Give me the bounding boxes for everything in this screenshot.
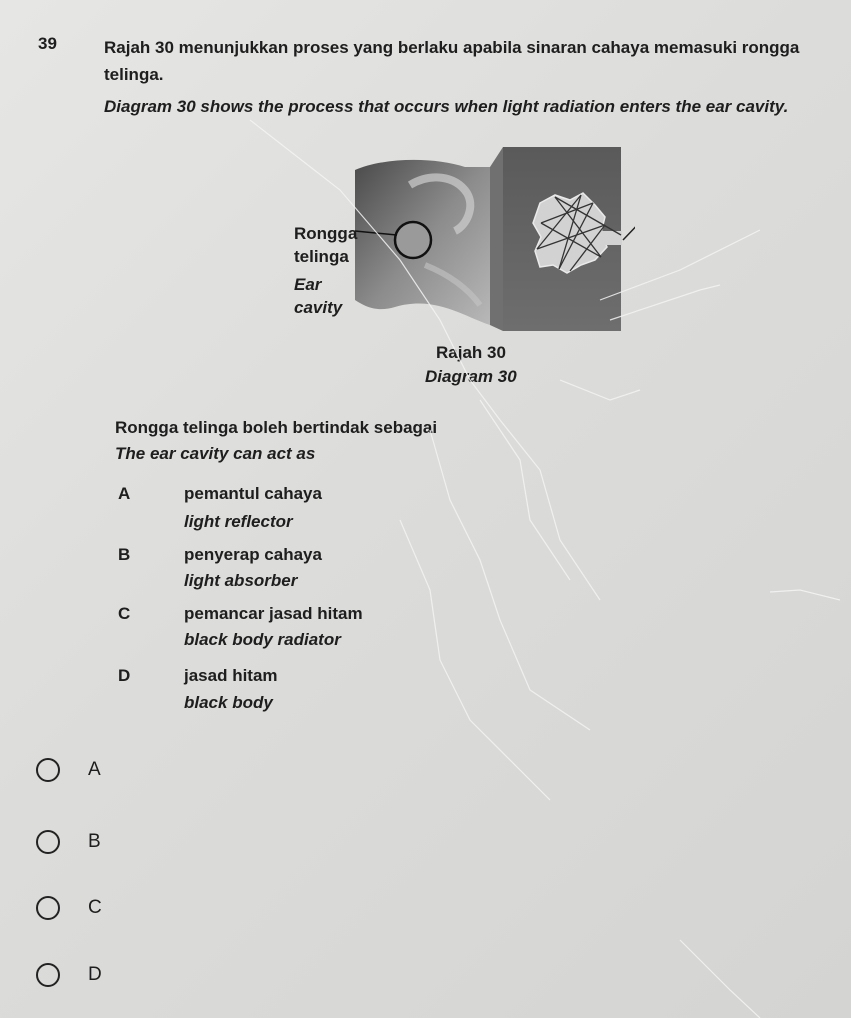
figure-caption-malay: Rajah 30 bbox=[436, 343, 506, 362]
answer-choice-d[interactable] bbox=[36, 963, 102, 987]
answer-choice-c[interactable] bbox=[36, 896, 102, 920]
answer-choice-a-label: A bbox=[88, 759, 101, 780]
cavity-circle bbox=[395, 222, 431, 258]
question-number: 39 bbox=[38, 34, 57, 53]
prompt-english: The ear cavity can act as bbox=[115, 444, 316, 463]
option-a-letter: A bbox=[118, 484, 131, 503]
question-stem-english: Diagram 30 shows the process that occurs when light radiation enters the ear cavity. bbox=[104, 97, 789, 116]
option-c-letter: C bbox=[118, 604, 131, 623]
ear-cavity-diagram bbox=[355, 145, 635, 335]
radio-b-icon[interactable] bbox=[36, 830, 60, 854]
answer-choice-b[interactable] bbox=[36, 830, 101, 854]
question-stem-malay: Rajah 30 menunjukkan proses yang berlaku apabila sinaran cahaya memasuki rongga telinga. bbox=[104, 38, 800, 84]
figure-label-english: Ear cavity bbox=[294, 275, 343, 317]
radio-d-icon[interactable] bbox=[36, 963, 60, 987]
option-d-letter: D bbox=[118, 666, 131, 685]
figure-caption-english: Diagram 30 bbox=[425, 367, 517, 386]
option-d-english: black body bbox=[184, 693, 273, 712]
option-b-english: light absorber bbox=[184, 571, 298, 590]
option-d-malay: jasad hitam bbox=[184, 666, 278, 685]
radio-a-icon[interactable] bbox=[36, 758, 60, 782]
answer-choice-a[interactable] bbox=[36, 758, 101, 782]
answer-choice-b-label: B bbox=[88, 831, 101, 852]
option-a-english: light reflector bbox=[184, 512, 293, 531]
option-a-malay: pemantul cahaya bbox=[184, 484, 322, 503]
option-b-letter: B bbox=[118, 545, 131, 564]
answer-choice-c-label: C bbox=[88, 897, 102, 918]
option-b-malay: penyerap cahaya bbox=[184, 545, 322, 564]
prompt-malay: Rongga telinga boleh bertindak sebagai bbox=[115, 418, 438, 437]
figure-label-malay: Rongga telinga bbox=[294, 224, 358, 266]
radio-c-icon[interactable] bbox=[36, 896, 60, 920]
option-c-english: black body radiator bbox=[184, 630, 341, 649]
answer-choice-d-label: D bbox=[88, 964, 102, 985]
option-c-malay: pemancar jasad hitam bbox=[184, 604, 363, 623]
